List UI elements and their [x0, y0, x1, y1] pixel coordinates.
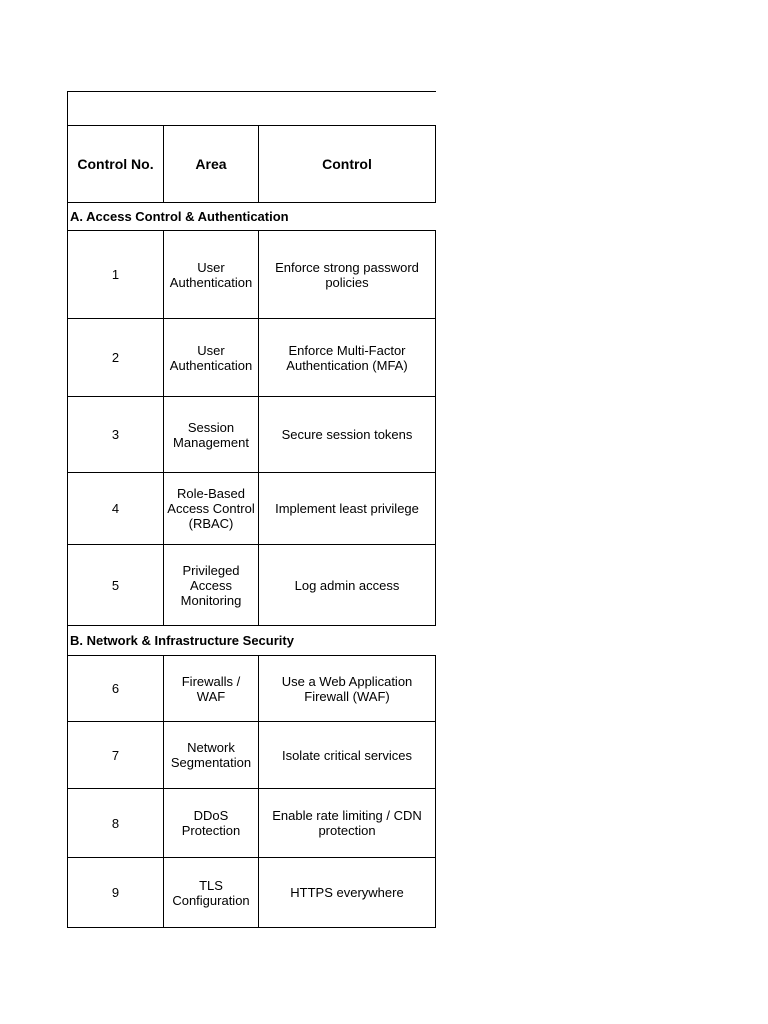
area-cell: Firewalls / WAF — [163, 656, 258, 721]
control-cell: Enforce Multi-Factor Authentication (MFA) — [258, 319, 436, 396]
table-row — [67, 318, 436, 396]
header-area: Area — [163, 126, 258, 202]
control-no-cell: 5 — [67, 545, 163, 625]
area-cell: DDoS Protection — [163, 789, 258, 857]
control-cell: Secure session tokens — [258, 397, 436, 472]
table-row — [67, 230, 436, 318]
control-no-cell: 4 — [67, 473, 163, 544]
control-no-cell: 9 — [67, 858, 163, 927]
control-cell: Isolate critical services — [258, 722, 436, 788]
control-no-cell: 8 — [67, 789, 163, 857]
table-row — [67, 655, 436, 721]
control-no-cell: 2 — [67, 319, 163, 396]
table-title-row — [67, 91, 436, 125]
area-cell: Network Segmentation — [163, 722, 258, 788]
control-no-cell: 7 — [67, 722, 163, 788]
area-cell: User Authentication — [163, 231, 258, 318]
control-cell: Log admin access — [258, 545, 436, 625]
table-row — [67, 857, 436, 927]
table-row — [67, 788, 436, 857]
table-row — [67, 721, 436, 788]
control-no-cell: 1 — [67, 231, 163, 318]
controls-table — [67, 91, 436, 928]
area-cell: User Authentication — [163, 319, 258, 396]
area-cell: Session Management — [163, 397, 258, 472]
header-control-no: Control No. — [67, 126, 163, 202]
section-title-b: B. Network & Infrastructure Security — [67, 625, 436, 655]
control-cell: Enforce strong password policies — [258, 231, 436, 318]
control-cell: Use a Web Application Firewall (WAF) — [258, 656, 436, 721]
area-cell: Privileged Access Monitoring — [163, 545, 258, 625]
table-row — [67, 544, 436, 625]
control-cell: Implement least privilege — [258, 473, 436, 544]
area-cell: Role-Based Access Control (RBAC) — [163, 473, 258, 544]
table-row — [67, 396, 436, 472]
area-cell: TLS Configuration — [163, 858, 258, 927]
control-cell: HTTPS everywhere — [258, 858, 436, 927]
section-title-a: A. Access Control & Authentication — [67, 202, 436, 230]
table-bottom-border — [67, 927, 436, 928]
control-no-cell: 6 — [67, 656, 163, 721]
control-cell: Enable rate limiting / CDN protection — [258, 789, 436, 857]
header-control: Control — [258, 126, 436, 202]
table-header-row — [67, 125, 436, 202]
table-row — [67, 472, 436, 544]
control-no-cell: 3 — [67, 397, 163, 472]
